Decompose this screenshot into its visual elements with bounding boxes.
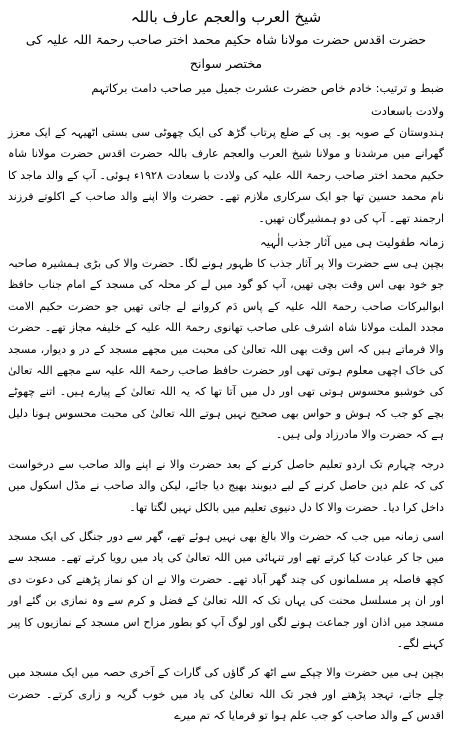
document-subtitle: حضرت اقدس حضرت مولانا شاہ حکیم محمد اختر صاحب رحمۃ اللہ علیہ کی مختصر سوانح — [25, 32, 427, 71]
compiler-credit: ضبط و ترتیب: خادم خاص حضرت عشرت جمیل میر صاحب دامت برکاتہم — [91, 81, 444, 95]
paragraph-childhood-2: درجہ چہارم تک اردو تعلیم حاصل کرنے کے بعد حضرت والا نے اپنے والد صاحب سے درخواست کی کہ علم دین حاصل کرنے کے لیے دیوبند بھیج دیا جائے، لیکن والد صاحب نے مڈل اسکول میں داخل کرا دیا۔ حضرت والا کا دل دنیوی تعلیم میں بالکل نہیں لگتا تھا۔ — [8, 457, 444, 514]
paragraph-childhood-1: بچپن ہی سے حضرت والا پر آثار جذب کا ظہور ہونے لگا۔ حضرت والا کی بڑی ہمشیرہ صاحبہ جو خود بھی اس وقت بچی تھیں، آپ کو گود میں لے کر محلہ کی مسجد کے امام جناب حافظ ابوالبرکات صاحب رحمۃ اللہ علیہ کے پاس دَم کروانے لے جاتی تھیں جو حضرت حکیم الامت مجدد الملت مولانا شاہ اشرف علی صاحب تھانوی رحمۃ اللہ علیہ کے خلیفہ مجاز تھے۔ حضرت والا فرماتے ہیں کہ اس وقت بھی اللہ تعالیٰ کی محبت میں مجھے مسجد کے در و دیوار، مسجد کی خاک اچھی معلوم ہوتی تھی اور حضرت حافظ صاحب رحمۃ اللہ علیہ سے مجھے اللہ تعالیٰ کی خوشبو محسوس ہوتی تھی اور دل میں آتا تھا کہ یہ اللہ تعالیٰ کے پیارے ہیں۔ اتنے چھوٹے بچے کو جب کہ ہوش و حواس بھی صحیح نہیں ہوتے اللہ تعالیٰ کی محبت محسوس ہونا دلیل ہے کہ حضرت والا مادرزاد ولی ہیں۔ — [8, 257, 444, 442]
paragraph-childhood-4: بچپن ہی میں حضرت والا چپکے سے اٹھ کر گاؤں کی گارات کے آخری حصہ میں ایک مسجد میں چلے جاتے، تہجد پڑھتے اور فجر تک اللہ تعالیٰ کی یاد میں خوب گریہ و زاری کرتے۔ حضرت اقدس کے والد صاحب کو جب علم ہوا تو فرمایا کہ تم میرے — [8, 666, 444, 723]
section-title-childhood: زمانہ طفولیت ہی میں آثار جذب الٰہیہ — [259, 235, 444, 250]
section-title-birth: ولادت باسعادت — [370, 104, 444, 118]
document-title: شیخ العرب والعجم عارف باللہ — [130, 8, 322, 26]
paragraph-childhood-3: اسی زمانہ میں جب کہ حضرت والا بالغ بھی نہیں ہوئے تھے، گھر سے دور جنگل کی ایک مسجد میں جا کر عبادت کیا کرتے تھے اور تنہائی میں اللہ تعالیٰ کی یاد میں رویا کرتے تھے۔ مسجد سے کچھ فاصلہ پر مسلمانوں کی چند گھر آباد تھے۔ حضرت والا نے ان کو نماز پڑھنے کی دعوت دی اور ان پر مسلسل محنت کی یہاں تک کہ اللہ تعالیٰ کے فضل و کرم سے وہ نمازی بن گئے اور مسجد میں اذان اور جماعت ہونے لگی اور لوگ آپ کو بطور مزاح اس مسجد کے نمازیوں کا پیر کہنے لگے۔ — [8, 529, 444, 650]
paragraph-birth: ہندوستان کے صوبہ یو۔ پی کے ضلع پرتاب گڑھ کی ایک چھوٹی سی بستی اٹھیہہ کے ایک معزز گھرانے میں مرشدنا و مولانا شیخ العرب والعجم عارف باللہ حضرت اقدس حضرت مولانا شاہ حکیم محمد اختر صاحب رحمۃ اللہ علیہ کی ولادت با سعادت ۱۹۲۸ء ہوئی۔ آپ کے والد ماجد کا نام محمد حسین تھا جو ایک سرکاری ملازم تھے۔ حضرت والا اپنے والد صاحب کے اکلوتے فرزند ارجمند تھے۔ آپ کی دو ہمشیرگان تھیں۔ — [8, 126, 444, 225]
